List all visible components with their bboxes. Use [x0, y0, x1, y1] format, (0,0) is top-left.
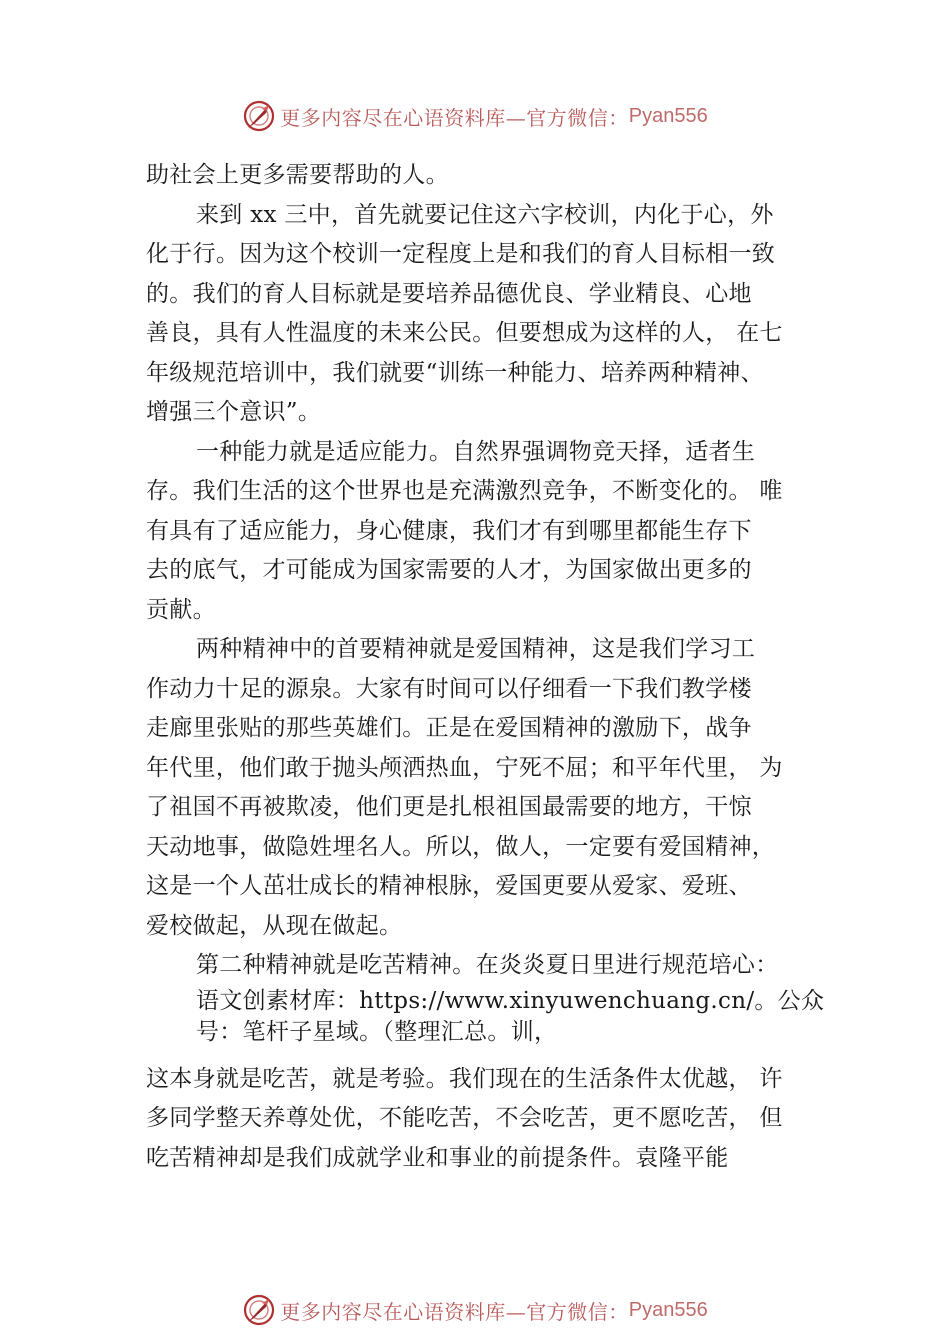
text-line: 有具有了适应能力，身心健康，我们才有到哪里都能生存下 [146, 517, 752, 544]
text-line: 化于行。因为这个校训一定程度上是和我们的育人目标相一致 [146, 241, 776, 267]
text-line: 助社会上更多需要帮助的人。 [146, 162, 449, 188]
text-line: 了祖国不再被欺凌，他们更是扎根祖国最需要的地方，干惊 [146, 794, 752, 820]
paragraph-0 [146, 156, 836, 196]
paragraph-1 [146, 196, 836, 433]
text-line: 这本身就是吃苦，就是考验。我们现在的生活条件太优越， 许 [146, 1065, 783, 1092]
text-line: 去的底气，才可能成为国家需要的人才，为国家做出更多的 [146, 557, 752, 583]
text-line: 爱校做起，从现在做起。 [146, 912, 403, 939]
text-line-with-link: 语文创素材库：https://www.xinyuwenchuang.cn/。公众 [196, 987, 825, 1014]
text-line: 的。我们的育人目标就是要培养品德优良、学业精良、心地 [146, 280, 752, 307]
text-line: 两种精神中的首要精神就是爱国精神，这是我们学习工 [196, 636, 756, 662]
text-line: 年代里，他们敢于抛头颅洒热血，宁死不屈；和平年代里， 为 [146, 754, 783, 781]
text-line: 第二种精神就是吃苦精神。在炎炎夏日里进行规范培心： [196, 952, 779, 978]
text-line: 增强三个意识”。 [146, 399, 322, 425]
text-line: 年级规范培训中，我们就要“训练一种能力、培养两种精神、 [146, 359, 764, 386]
wechat-id: Pyan556 [628, 1298, 708, 1321]
paragraph-3 [146, 630, 836, 946]
quill-logo-icon [242, 99, 276, 133]
text-line: 走廊里张贴的那些英雄们。正是在爱国精神的激励下，战争 [146, 715, 752, 741]
text-line: 号：笔杆子星域。（整理汇总。训， [196, 1018, 558, 1045]
banner-text: 更多内容尽在心语资料库—官方微信： [280, 1299, 629, 1324]
document-body [146, 156, 836, 1178]
footer-banner [0, 1290, 950, 1330]
quill-logo-icon [242, 1293, 276, 1327]
wechat-id: Pyan556 [628, 104, 708, 127]
text-line: 这是一个人茁壮成长的精神根脉，爱国更要从爱家、爱班、 [146, 873, 752, 899]
banner-text: 更多内容尽在心语资料库—官方微信： [280, 105, 629, 130]
text-line: 吃苦精神却是我们成就学业和事业的前提条件。袁隆平能 [146, 1144, 729, 1171]
paragraph-5 [146, 1060, 836, 1179]
header-banner [0, 96, 950, 136]
text-line: 作动力十足的源泉。大家有时间可以仔细看一下我们教学楼 [146, 675, 752, 702]
paragraph-4 [196, 946, 836, 1048]
text-line: 贡献。 [146, 596, 216, 623]
text-line: 来到 xx 三中，首先就要记住这六字校训，内化于心，外 [196, 201, 774, 228]
text-line: 多同学整天养尊处优，不能吃苦，不会吃苦，更不愿吃苦， 但 [146, 1105, 783, 1131]
paragraph-2 [146, 433, 836, 631]
text-line: 一种能力就是适应能力。自然界强调物竞天择，适者生 [196, 438, 756, 465]
text-line: 天动地事，做隐姓埋名人。所以，做人，一定要有爱国精神， [146, 833, 776, 860]
text-line: 善良，具有人性温度的未来公民。但要想成为这样的人， 在七 [146, 320, 783, 346]
spacer [146, 1048, 836, 1060]
text-line: 存。我们生活的这个世界也是充满激烈竞争，不断变化的。 唯 [146, 478, 783, 504]
